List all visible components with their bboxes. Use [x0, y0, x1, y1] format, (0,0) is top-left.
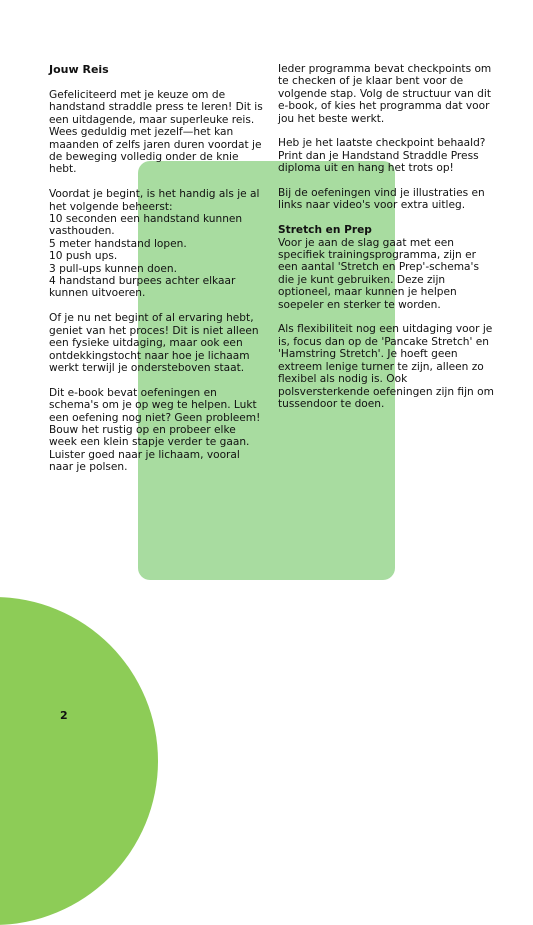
decorative-green-circle — [0, 597, 158, 925]
prerequisite-item: 4 handstand burpees achter elkaar kunnen uitvoeren. — [49, 275, 236, 300]
page-number: 2 — [60, 709, 68, 722]
prerequisite-item: 10 push ups. — [49, 250, 118, 263]
videos-paragraph: Bij de oefeningen vind je illustraties en links naar video's voor extra uitleg. — [278, 187, 485, 212]
flexibility-paragraph: Als flexibiliteit nog een uitdaging voor je is, focus dan op de 'Pancake Stretch' en 'Hamstring Stretch'. Je hoeft geen extreem lenige turner te zijn, alleen zo flexibel als nodig is. Ook polsversterkende oefeningen zijn fijn om tussendoor te doen. — [278, 323, 494, 410]
left-column — [49, 63, 265, 486]
right-column — [278, 63, 498, 423]
prerequisite-item: 10 seconden een handstand kunnen vasthouden. — [49, 213, 243, 238]
process-paragraph: Of je nu net begint of al ervaring hebt, geniet van het proces! Dit is niet alleen een fysieke uitdaging, maar ook een ontdekkingstocht naar hoe je lichaam werkt terwijl je ondersteboven staat. — [49, 312, 259, 374]
section-heading-jouw-reis: Jouw Reis — [49, 63, 109, 76]
ebook-paragraph: Dit e-book bevat oefeningen en schema's om je op weg te helpen. Lukt een oefening nog niet? Geen probleem! Bouw het rustig op en probeer elke week een klein stapje verder te gaan. Luister goed naar je lichaam, vooral naar je polsen. — [49, 386, 261, 474]
prerequisites-block — [49, 188, 265, 300]
stretch-paragraph: Voor je aan de slag gaat met een specifiek trainingsprogramma, zijn er een aantal 'Stretch en Prep'-schema's die je kunt gebruiken. Deze zijn optioneel, maar kunnen je helpen soepeler en sterker te worden. — [278, 236, 479, 311]
prerequisites-intro: Voordat je begint, is het handig als je al het volgende beheerst: — [49, 188, 260, 213]
prerequisite-item: 5 meter handstand lopen. — [49, 237, 187, 250]
prerequisite-item: 3 pull-ups kunnen doen. — [49, 262, 177, 275]
checkpoints-paragraph: Ieder programma bevat checkpoints om te checken of je klaar bent voor de volgende stap. Volg de structuur van dit e-book, of kies het programma dat voor jou het beste werkt. — [278, 63, 492, 125]
intro-paragraph: Gefeliciteerd met je keuze om de handstand straddle press te leren! Dit is een uitdagende, maar superleuke reis. Wees geduldig met jezelf—het kan maanden of zelfs jaren duren voordat je de beweging volledig onder de knie hebt. — [49, 89, 263, 176]
section-heading-stretch-en-prep: Stretch en Prep — [278, 224, 372, 237]
diploma-paragraph: Heb je het laatste checkpoint behaald? Print dan je Handstand Straddle Press diploma uit en hang het trots op! — [278, 137, 486, 175]
